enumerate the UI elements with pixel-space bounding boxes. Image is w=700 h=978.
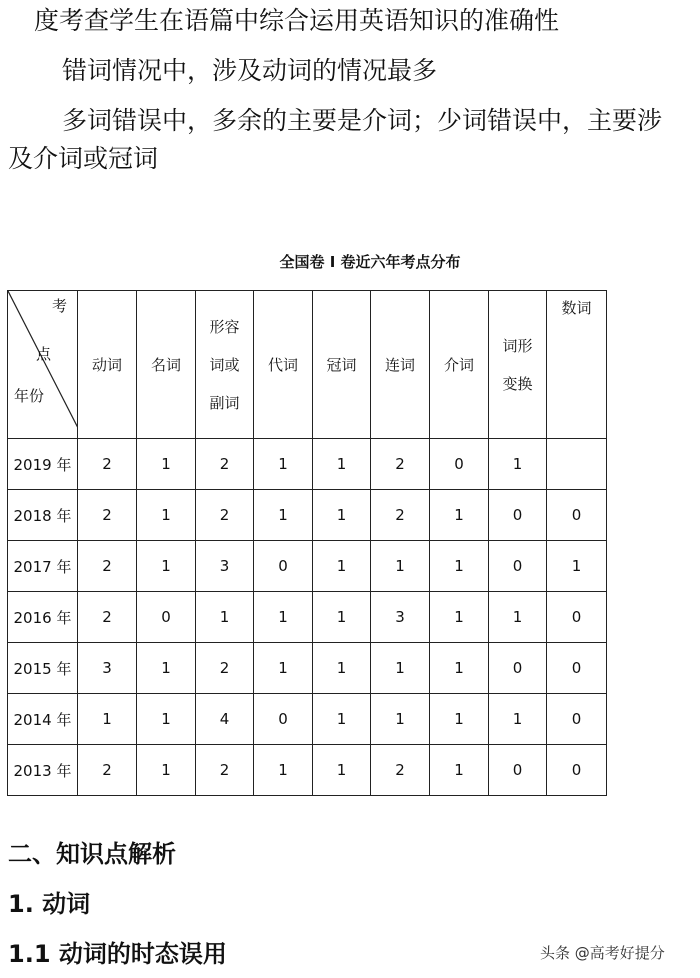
value-cell: 2: [196, 643, 254, 694]
year-cell: 2015 年: [8, 643, 78, 694]
value-cell: 0: [430, 439, 489, 490]
value-cell: 1: [78, 694, 137, 745]
value-cell: 3: [371, 592, 430, 643]
column-header-line: 数词: [561, 299, 592, 317]
value-cell: 1: [137, 643, 196, 694]
table-row: [8, 439, 607, 490]
column-header-line: 连词: [384, 355, 415, 374]
section-heading: 二、知识点解析: [8, 840, 176, 868]
value-cell: 1: [196, 592, 254, 643]
column-header: [547, 291, 607, 439]
value-cell: 1: [254, 490, 313, 541]
value-cell: 2: [78, 490, 137, 541]
paragraph-line: 错词情况中，涉及动词的情况最多: [62, 56, 438, 85]
value-cell: 0: [489, 643, 547, 694]
table-caption: 全国卷 I 卷近六年考点分布: [279, 253, 461, 271]
value-cell: 1: [430, 643, 489, 694]
value-cell: 4: [196, 694, 254, 745]
value-cell: 1: [254, 439, 313, 490]
column-header: [489, 291, 547, 439]
value-cell: 0: [137, 592, 196, 643]
corner-header-cell: [8, 291, 78, 439]
value-cell: 1: [137, 541, 196, 592]
column-header: [137, 291, 196, 439]
value-cell: 1: [430, 694, 489, 745]
paragraph-line: 多词错误中，多余的主要是介词；少词错误中，主要涉: [62, 106, 663, 135]
value-cell: 0: [547, 643, 607, 694]
value-cell: [547, 439, 607, 490]
value-cell: 1: [430, 490, 489, 541]
year-cell: 2014 年: [8, 694, 78, 745]
value-cell: 1: [430, 745, 489, 796]
value-cell: 1: [254, 592, 313, 643]
column-header: [313, 291, 371, 439]
column-header-line: 形容: [209, 317, 240, 336]
value-cell: 1: [313, 439, 371, 490]
value-cell: 1: [489, 439, 547, 490]
watermark: 头条 @高考好提分: [540, 944, 665, 962]
corner-top: 考: [51, 297, 67, 315]
year-cell: 2019 年: [8, 439, 78, 490]
table-row: [8, 694, 607, 745]
value-cell: 1: [547, 541, 607, 592]
value-cell: 2: [78, 745, 137, 796]
value-cell: 1: [254, 643, 313, 694]
value-cell: 1: [371, 643, 430, 694]
column-header: [196, 291, 254, 439]
column-header-line: 介词: [443, 355, 474, 374]
value-cell: 1: [137, 439, 196, 490]
value-cell: 0: [254, 541, 313, 592]
value-cell: 1: [137, 490, 196, 541]
table-row: [8, 541, 607, 592]
value-cell: 0: [254, 694, 313, 745]
table-row: [8, 592, 607, 643]
column-header: [78, 291, 137, 439]
column-header-line: 副词: [209, 393, 240, 412]
value-cell: 2: [371, 490, 430, 541]
column-header: [371, 291, 430, 439]
value-cell: 1: [489, 592, 547, 643]
value-cell: 1: [313, 490, 371, 541]
value-cell: 1: [137, 694, 196, 745]
value-cell: 1: [430, 592, 489, 643]
value-cell: 3: [196, 541, 254, 592]
value-cell: 0: [547, 592, 607, 643]
year-cell: 2017 年: [8, 541, 78, 592]
subsection-heading: 1. 动词: [8, 890, 91, 918]
value-cell: 0: [489, 745, 547, 796]
table-row: [8, 643, 607, 694]
column-header-label: 词形变换: [502, 336, 533, 393]
column-header-line: 代词: [267, 355, 298, 374]
value-cell: 1: [313, 592, 371, 643]
column-header-line: 动词: [91, 355, 122, 374]
value-cell: 0: [489, 490, 547, 541]
table-row: [8, 745, 607, 796]
corner-bottom: 年份: [14, 387, 45, 405]
paragraph-line: 及介词或冠词: [8, 144, 159, 173]
value-cell: 1: [137, 745, 196, 796]
year-cell: 2016 年: [8, 592, 78, 643]
exam-points-table: [7, 290, 607, 796]
table-row: [8, 490, 607, 541]
column-header-line: 冠词: [326, 355, 357, 374]
value-cell: 0: [547, 694, 607, 745]
paragraph-line: 度考查学生在语篇中综合运用英语知识的准确性: [34, 6, 560, 35]
value-cell: 2: [371, 745, 430, 796]
value-cell: 1: [371, 694, 430, 745]
value-cell: 0: [489, 541, 547, 592]
corner-mid: 点: [36, 345, 52, 363]
value-cell: 2: [78, 541, 137, 592]
value-cell: 1: [313, 541, 371, 592]
column-header-line: 名词: [150, 355, 181, 374]
value-cell: 1: [371, 541, 430, 592]
subsubsection-heading: 1.1 动词的时态误用: [8, 940, 227, 968]
value-cell: 2: [371, 439, 430, 490]
column-header-line: 词或: [209, 355, 240, 374]
value-cell: 0: [547, 745, 607, 796]
value-cell: 1: [313, 643, 371, 694]
value-cell: 1: [313, 694, 371, 745]
value-cell: 2: [196, 490, 254, 541]
value-cell: 3: [78, 643, 137, 694]
value-cell: 2: [196, 745, 254, 796]
year-cell: 2018 年: [8, 490, 78, 541]
column-header: [254, 291, 313, 439]
value-cell: 1: [254, 745, 313, 796]
value-cell: 0: [547, 490, 607, 541]
value-cell: 2: [78, 592, 137, 643]
value-cell: 1: [313, 745, 371, 796]
value-cell: 2: [196, 439, 254, 490]
value-cell: 2: [78, 439, 137, 490]
column-header: [430, 291, 489, 439]
year-cell: 2013 年: [8, 745, 78, 796]
value-cell: 1: [489, 694, 547, 745]
value-cell: 1: [430, 541, 489, 592]
